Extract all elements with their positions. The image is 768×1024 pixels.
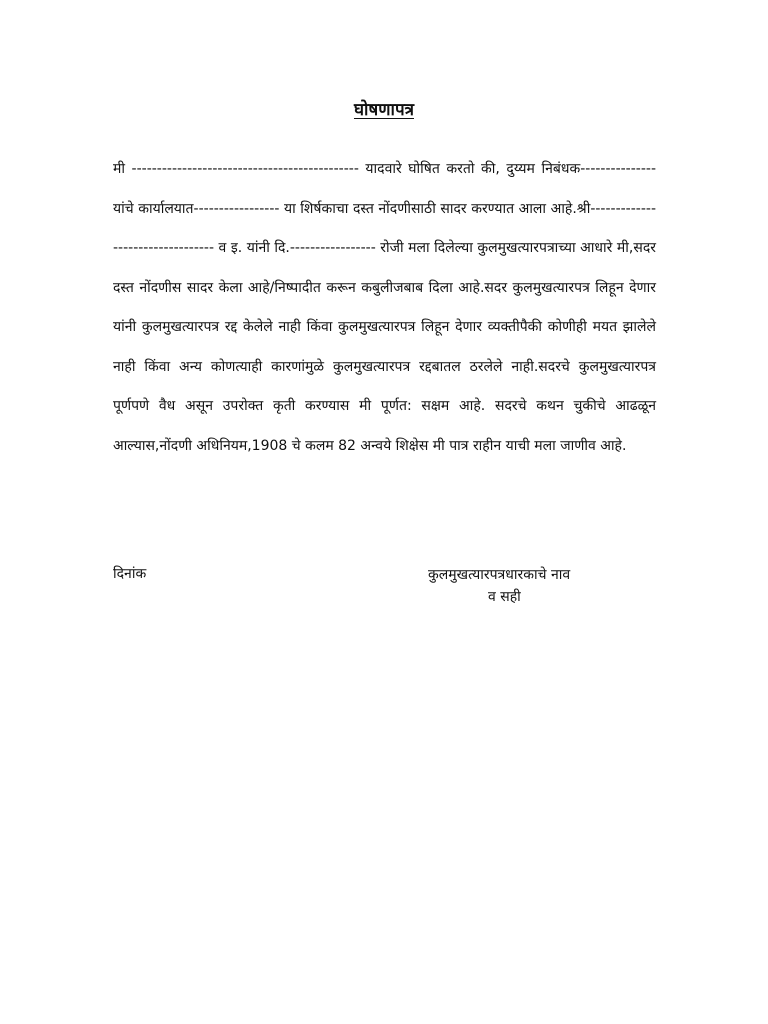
signature-sub-label: व सही [488, 589, 521, 605]
date-label: दिनांक [113, 566, 147, 582]
signature-label: कुलमुखत्यारपत्रधारकाचे नाव [428, 567, 571, 583]
signature-block [428, 564, 628, 608]
declaration-body: मी --------------------------------------------- यादवारे घोषित करतो की, दुय्यम निबंधक--------------- यांचे कार्यालयात----------------- या शिर्षकाचा दस्त नोंदणीसाठी सादर करण्यात आला आहे.श्री--------------------------------- व इ. यांनी दि.----------------- रोजी मला दिलेल्या कुलमुखत्यारपत्राच्या आधारे मी,सदर दस्त नोंदणीस सादर केला आहे/निष्पादीत करून कबुलीजबाब दिला आहे.सदर कुलमुखत्यारपत्र लिहून देणार यांनी कुलमुखत्यारपत्र रद्द केलेले नाही किंवा कुलमुखत्यारपत्र लिहून देणार व्यक्तीपैकी कोणीही मयत झालेले नाही किंवा अन्य कोणत्याही कारणांमुळे कुलमुखत्यारपत्र रद्दबातल ठरलेले नाही.सदरचे कुलमुखत्यारपत्र पूर्णपणे वैध असून उपरोक्त कृती करण्यास मी पूर्णत: सक्षम आहे. सदरचे कथन चुकीचे आढळून आल्यास,नोंदणी अधिनियम,1908 चे कलम 82 अन्वये शिक्षेस मी पात्र राहीन याची मला जाणीव आहे. [113, 161, 656, 454]
document-title: घोषणापत्र [353, 100, 414, 120]
